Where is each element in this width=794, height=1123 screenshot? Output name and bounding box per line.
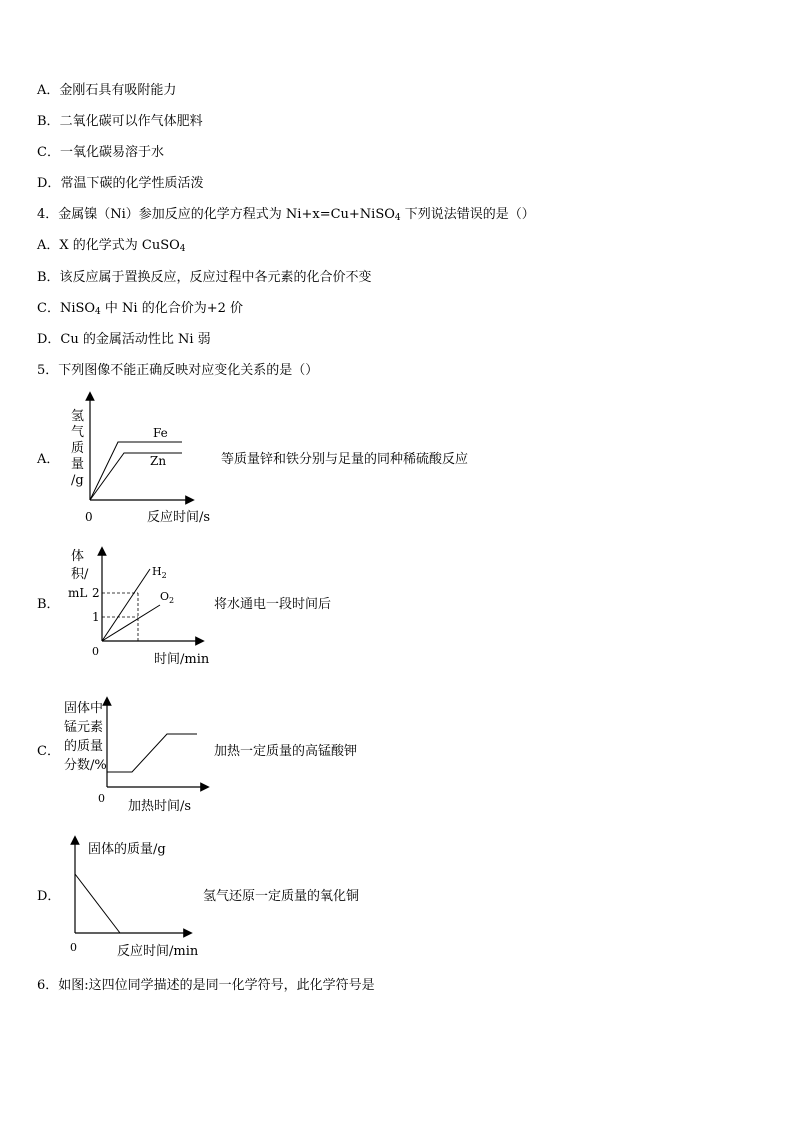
xlabel: 反应时间/min	[117, 944, 199, 959]
ylabel-line: 锰元素	[64, 720, 104, 735]
q5-a-graph	[60, 390, 230, 528]
q3-option-d: D．常温下碳的化学性质活泼	[37, 176, 204, 191]
q5-d-letter: D．	[37, 889, 61, 904]
ylabel-char: 质	[71, 441, 85, 456]
zn-label: Zn	[150, 454, 167, 468]
q4-option-b: B．该反应属于置换反应，反应过程中各元素的化合价不变	[37, 270, 372, 285]
ylabel-char: mL	[68, 586, 88, 600]
q5-b-graph	[60, 543, 220, 668]
ylabel-char: 氢	[71, 409, 85, 424]
origin-label: 0	[85, 510, 93, 524]
ylabel-line: 的质量	[64, 739, 104, 754]
ylabel-char: 气	[71, 425, 85, 440]
q5-a-desc: 等质量锌和铁分别与足量的同种稀硫酸反应	[221, 452, 469, 467]
q5-c-desc: 加热一定质量的高锰酸钾	[214, 744, 358, 759]
origin-label: 0	[98, 792, 105, 805]
tick-1: 1	[92, 610, 100, 624]
q5-c-graph	[60, 693, 220, 817]
ylabel-char: /g	[71, 473, 84, 488]
q3-option-c: C．一氧化碳易溶于水	[37, 145, 164, 160]
zn-line	[90, 453, 182, 500]
ylabel: 固体的质量/g	[88, 842, 166, 857]
fe-line	[90, 442, 182, 500]
q5-b-letter: B．	[37, 597, 60, 612]
fe-label: Fe	[153, 426, 168, 440]
origin-label: 0	[70, 941, 77, 954]
q5-a-letter: A．	[37, 452, 60, 467]
o2-line	[102, 605, 160, 641]
xlabel: 反应时间/s	[147, 510, 211, 525]
ylabel-line: 固体中	[64, 701, 104, 716]
xlabel: 时间/min	[154, 652, 210, 667]
mn-fraction-line	[107, 734, 197, 772]
q5-stem: 5．下列图像不能正确反映对应变化关系的是（）	[37, 363, 319, 378]
q4-option-c: C．NiSO$_4$ 中 Ni 的化合价为+2 价	[37, 301, 244, 317]
q5-b-desc: 将水通电一段时间后	[214, 597, 332, 612]
h2-line	[102, 569, 150, 641]
q6-stem: 6．如图:这四位同学描述的是同一化学符号，此化学符号是	[37, 978, 375, 993]
ylabel-line: 分数/%	[64, 758, 107, 773]
q4-option-d: D．Cu 的金属活动性比 Ni 弱	[37, 332, 211, 347]
q5-d-desc: 氢气还原一定质量的氧化铜	[203, 889, 360, 904]
xlabel: 加热时间/s	[128, 799, 192, 814]
q3-option-a: A．金刚石具有吸附能力	[37, 83, 177, 98]
q5-c-letter: C．	[37, 744, 60, 759]
q4-stem: 4．金属镍（Ni）参加反应的化学方程式为 Ni+x=Cu+NiSO$_4$ 下列说法错误的是（）	[37, 207, 535, 223]
tick-2: 2	[92, 586, 100, 600]
q4-option-a: A．X 的化学式为 CuSO$_4$	[37, 238, 186, 254]
ylabel-char: 积/	[71, 567, 89, 582]
origin-label: 0	[92, 645, 99, 658]
h2-label: $H_2$	[152, 565, 167, 580]
ylabel-char: 量	[71, 457, 85, 472]
solid-mass-line	[75, 874, 120, 933]
o2-label: $O_2$	[160, 590, 175, 605]
ylabel-char: 体	[71, 549, 85, 564]
q3-option-b: B．二氧化碳可以作气体肥料	[37, 114, 203, 129]
